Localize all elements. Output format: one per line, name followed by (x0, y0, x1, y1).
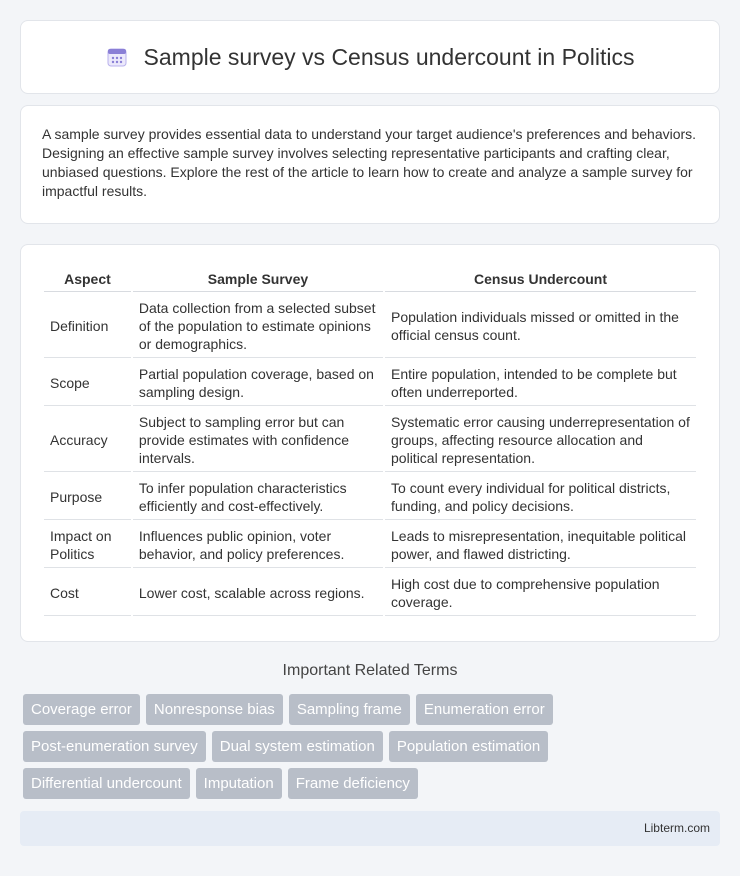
row-census-undercount: Entire population, intended to be complete but often underreported. (385, 360, 696, 406)
row-sample-survey: Partial population coverage, based on sampling design. (133, 360, 383, 406)
tag-coverage-error[interactable]: Coverage error (23, 694, 140, 725)
table-row (44, 360, 696, 406)
tag-imputation[interactable]: Imputation (196, 768, 282, 799)
header-census-undercount: Census Undercount (385, 267, 696, 292)
row-sample-survey: Lower cost, scalable across regions. (133, 570, 383, 616)
row-sample-survey: Influences public opinion, voter behavior, and policy preferences. (133, 522, 383, 568)
tag-frame-deficiency[interactable]: Frame deficiency (288, 768, 418, 799)
row-aspect: Definition (44, 294, 131, 358)
title-card (20, 20, 720, 94)
footer-site-link[interactable]: Libterm.com (643, 821, 710, 835)
table-row (44, 474, 696, 520)
header-aspect: Aspect (44, 267, 131, 292)
page-title: Sample survey vs Census undercount in Politics (143, 43, 635, 70)
row-aspect: Purpose (44, 474, 131, 520)
row-sample-survey: To infer population characteristics efficiently and cost-effectively. (133, 474, 383, 520)
related-terms-list (23, 694, 703, 805)
row-sample-survey: Data collection from a selected subset of the population to estimate opinions or demographics. (133, 294, 383, 358)
row-aspect: Cost (44, 570, 131, 616)
tag-differential-undercount[interactable]: Differential undercount (23, 768, 190, 799)
row-aspect: Scope (44, 360, 131, 406)
row-census-undercount: Population individuals missed or omitted in the official census count. (385, 294, 696, 358)
tag-population-estimation[interactable]: Population estimation (389, 731, 548, 762)
intro-card (20, 105, 720, 224)
table-header-row (44, 267, 696, 292)
tag-enumeration-error[interactable]: Enumeration error (416, 694, 553, 725)
footer (20, 811, 720, 846)
calendar-icon (106, 46, 128, 68)
related-terms-title: Important Related Terms (282, 662, 458, 679)
row-aspect: Accuracy (44, 408, 131, 472)
row-aspect: Impact on Politics (44, 522, 131, 568)
intro-text: A sample survey provides essential data to understand your target audience's preferences and behaviors. Designing an effective sample survey involves selecting representative participants and crafting clear, unbiased questions. Explore the rest of the article to learn how to create and analyze a sample survey for impactful results. (42, 126, 697, 199)
row-census-undercount: To count every individual for political districts, funding, and policy decisions. (385, 474, 696, 520)
tag-post-enumeration-survey[interactable]: Post-enumeration survey (23, 731, 206, 762)
row-sample-survey: Subject to sampling error but can provide estimates with confidence intervals. (133, 408, 383, 472)
table-row (44, 522, 696, 568)
comparison-table (42, 265, 698, 618)
row-census-undercount: Systematic error causing underrepresentation of groups, affecting resource allocation and political representation. (385, 408, 696, 472)
tag-dual-system-estimation[interactable]: Dual system estimation (212, 731, 383, 762)
table-row (44, 570, 696, 616)
table-row (44, 408, 696, 472)
header-sample-survey: Sample Survey (133, 267, 383, 292)
tag-sampling-frame[interactable]: Sampling frame (289, 694, 410, 725)
row-census-undercount: Leads to misrepresentation, inequitable political power, and flawed districting. (385, 522, 696, 568)
row-census-undercount: High cost due to comprehensive population coverage. (385, 570, 696, 616)
tag-nonresponse-bias[interactable]: Nonresponse bias (146, 694, 283, 725)
table-row (44, 294, 696, 358)
comparison-table-card (20, 244, 720, 642)
